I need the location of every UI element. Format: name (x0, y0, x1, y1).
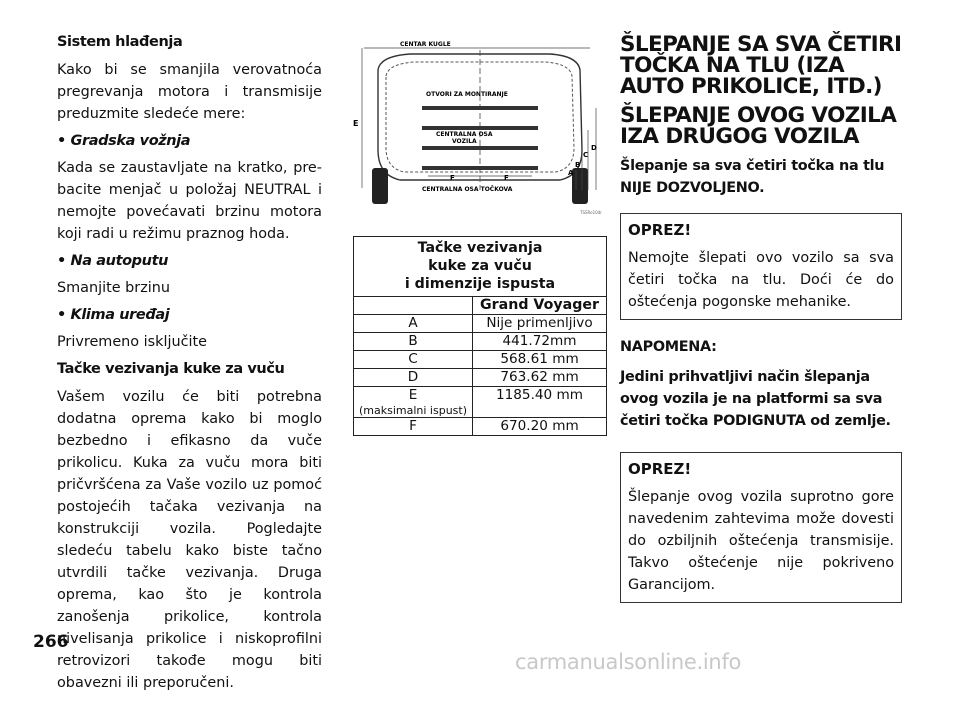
letter-e: E (353, 119, 359, 128)
caution-box-1 (620, 213, 902, 320)
row-label-e (354, 387, 472, 417)
table-row (354, 315, 606, 333)
paragraph-air-conditioning: Privremeno isključite (57, 334, 208, 350)
label-vehicle-axle-2: VOZILA (452, 138, 477, 145)
bullet-air-conditioning: • Klima uređaj (57, 307, 170, 323)
letter-c: C (583, 151, 589, 159)
label-vehicle-axle-1: CENTRALNA OSA (436, 131, 493, 138)
title-four-wheels-down: ŠLEPANJE SA SVA ČETIRI TOČKA NA TLU (IZA AUTO PRIKOLICE, ITD.) (620, 32, 902, 99)
table-row (354, 369, 606, 387)
diagram-code: TSSRo10dr (580, 210, 602, 215)
letter-b: B (575, 161, 581, 169)
statement-not-allowed: Šlepanje sa sva četiri točka na tlu NIJE DOZVOLJENO. (620, 158, 885, 196)
row-label: C (408, 351, 418, 367)
table-title-line-1: Tačke vezivanja (417, 240, 543, 256)
caution-2-text: Šlepanje ovog vozila suprotno gore navedenim zahtevima može dovesti do ozbiljnih oštećenja transmisije. Takvo oštećenje nije pokriveno Garancijom. (628, 489, 894, 593)
watermark: carmanualsonline.info (515, 650, 742, 674)
row-value: 763.62 mm (472, 369, 606, 386)
row-value: 1185.40 mm (472, 387, 606, 417)
label-wheel-axle: CENTRALNA OSA TOČKOVA (422, 186, 513, 193)
table-title (354, 237, 606, 297)
row-value: Nije primenljivo (472, 315, 606, 332)
table-row (354, 387, 606, 418)
row-value: 568.61 mm (472, 351, 606, 368)
paragraph-hitch-points: Vašem vozilu će biti potrebna dodatna oprema kako bi moglo bezbedno i efikasno da vuče prikolicu. Kuka za vuču mora biti pričvršćena za Vaše vozilo uz pomoć postojećih tačaka vezivanja na konstrukciji vozila. Pogledajte sledeću tabelu kako biste tačno utvrdili tačke vezivanja. Druga oprema, kao što je kontrola zanošenja prikolice, kontrola nivelisanja prikolice i niskoprofilni retrovizori takođe mogu biti obavezni ili preporučeni. (57, 389, 322, 691)
letter-d: D (591, 144, 597, 152)
paragraph-city-driving: Kada se zaustavljate na kratko, prebacite menjač u položaj NEUTRAL i nemojte povećavati brzinu motora koji radi u režimu praznog hoda. (57, 160, 322, 242)
row-label-note: (maksimalni ispust) (358, 404, 468, 417)
note-text: Jedini prihvatljivi način šlepanja ovog vozila je na platformi sa sva četiri točka PODIGNUTA od zemlje. (620, 369, 891, 429)
letter-a: A (568, 169, 574, 177)
row-value: 670.20 mm (472, 418, 606, 435)
paragraph-cooling: Kako bi se smanjila verovatnoća pregrevanja motora i transmisije preduzmite sledeće mere: (57, 62, 322, 122)
table-header-row (354, 297, 606, 315)
hitch-bar-3 (422, 146, 538, 150)
hitch-bar-2 (422, 126, 538, 130)
note-heading: NAPOMENA: (620, 339, 717, 355)
table-title-line-2: kuke za vuču (428, 258, 532, 274)
left-wheel (372, 168, 388, 204)
caution-1-text: Nemojte šlepati ovo vozilo sa sva četiri točka na tlu. Doći će do oštećenja pogonske mehanike. (628, 250, 894, 310)
bullet-city-driving: • Gradska vožnja (57, 133, 191, 149)
row-label: D (407, 369, 419, 385)
row-label: B (408, 333, 418, 349)
table-header-empty (354, 297, 472, 314)
letter-f-left: F (450, 174, 455, 182)
hitch-dimensions-table (353, 236, 607, 436)
row-value: 441.72mm (472, 333, 606, 350)
left-column (57, 34, 322, 702)
right-wheel (572, 168, 588, 204)
row-label: A (408, 315, 418, 331)
table-title-line-3: i dimenzije ispusta (404, 276, 556, 292)
heading-hitch-points: Tačke vezivanja kuke za vuču (57, 361, 285, 377)
label-mounting-holes: OTVORI ZA MONTIRANJE (426, 91, 508, 98)
label-ball-center: CENTAR KUGLE (400, 41, 451, 48)
table-header-grand-voyager: Grand Voyager (472, 297, 606, 314)
row-label: F (409, 418, 417, 434)
hitch-bar-4 (422, 166, 538, 170)
page-number: 266 (33, 632, 69, 652)
caution-box-2 (620, 452, 902, 603)
paragraph-highway: Smanjite brzinu (57, 280, 171, 296)
letter-f-right: F (504, 174, 509, 182)
table-row (354, 418, 606, 435)
title-towing-behind-vehicle: ŠLEPANJE OVOG VOZILA IZA DRUGOG VOZILA (620, 103, 897, 149)
row-label: E (408, 387, 418, 403)
table-row (354, 333, 606, 351)
caution-2-title: OPREZ! (628, 460, 692, 478)
heading-cooling-system: Sistem hlađenja (57, 34, 183, 50)
hitch-diagram (350, 40, 610, 218)
table-row (354, 351, 606, 369)
right-column (620, 34, 902, 603)
hitch-bar (422, 106, 538, 110)
bullet-highway: • Na autoputu (57, 253, 169, 269)
caution-1-title: OPREZ! (628, 221, 692, 239)
